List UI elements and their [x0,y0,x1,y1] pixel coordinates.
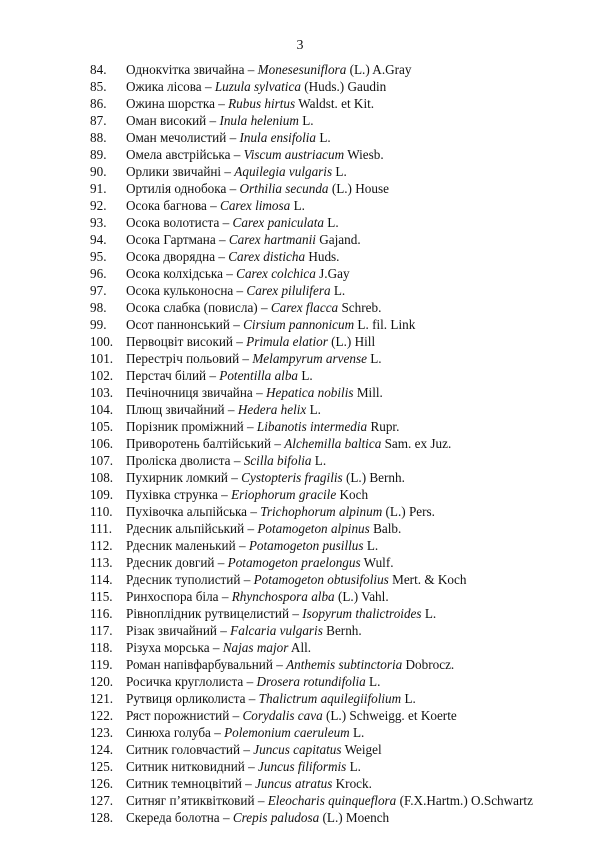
species-entry [90,333,590,350]
entry-number: 95. [90,249,107,264]
common-name: Оман високий [126,113,207,128]
species-list [90,61,590,826]
common-name: Пухівочка альпійська [126,504,248,519]
common-name: Синюха голуба [126,725,211,740]
scientific-name: Monesesuniflora [257,62,347,77]
author-citation: L. [293,198,305,213]
species-entry [90,146,590,163]
common-name: Ринхоспора біла [126,589,219,604]
species-entry [90,520,590,537]
entry-text: Первоцвіт високий – Primula elatior (L.) Hill [126,334,376,349]
entry-text: Росичка круглолиста – Drosera rotundifolia L. [126,674,381,689]
author-citation: L. [319,130,331,145]
entry-text: Синюха голуба – Polemonium caeruleum L. [126,725,365,740]
common-name: Плющ звичайний [126,402,225,417]
author-citation: Mert. & Koch [392,572,467,587]
scientific-name: Potamogeton obtusifolius [253,572,389,587]
author-citation: L. [369,674,381,689]
author-citation: Waldst. et Kit. [298,96,375,111]
common-name: Ситник головчастий [126,742,241,757]
species-entry [90,95,590,112]
species-entry [90,180,590,197]
entry-number: 104. [90,402,114,417]
common-name: Роман напівфарбувальний [126,657,273,672]
author-citation: (L.) Hill [331,334,376,349]
author-citation: (L.) Bernh. [345,470,405,485]
scientific-name: Polemonium caeruleum [224,725,350,740]
entry-text: Осока Гартмана – Carex hartmanii Gajand. [126,232,361,247]
entry-number: 119. [90,657,113,672]
species-entry [90,724,590,741]
species-entry [90,809,590,826]
scientific-name: Rhynchospora alba [231,589,335,604]
author-citation: Wiesb. [347,147,384,162]
author-citation: Bernh. [326,623,362,638]
entry-number: 86. [90,96,107,111]
common-name: Різак звичайний [126,623,217,638]
entry-text: Оман високий – Inula helenium L. [126,113,314,128]
entry-text: Пухівка струнка – Eriophorum gracile Koch [126,487,369,502]
common-name: Перстач білий [126,368,207,383]
scientific-name: Hepatica nobilis [265,385,354,400]
author-citation: Gajand. [319,232,361,247]
species-entry [90,61,590,78]
scientific-name: Juncus filiformis [258,759,347,774]
scientific-name: Scilla bifolia [243,453,312,468]
author-citation: L. [314,453,327,468]
species-entry [90,78,590,95]
scientific-name: Crepis paludosa [232,810,320,825]
entry-text: Пухирник ломкий – Cystopteris fragilis (L.) Bernh. [126,470,405,485]
entry-text: Ситник темноцвітий – Juncus atratus Krock. [126,776,372,791]
scientific-name: Inula ensifolia [239,130,317,145]
common-name: Ситник нитковидний [126,759,245,774]
author-citation: L. [335,164,347,179]
scientific-name: Corydalis cava [242,708,323,723]
entry-number: 127. [90,793,114,808]
common-name: Ожина шорстка [126,96,215,111]
entry-text: Пухівочка альпійська – Trichophorum alpinum (L.) Pers. [126,504,435,519]
species-entry [90,401,590,418]
species-entry [90,231,590,248]
entry-text: Осока дворядна – Carex disticha Huds. [126,249,340,264]
common-name: Перестріч польовий [126,351,240,366]
species-entry [90,639,590,656]
scientific-name: Potentilla alba [219,368,299,383]
species-entry [90,588,590,605]
entry-number: 84. [90,62,107,77]
common-name: Ортилія однобока [126,181,227,196]
author-citation: Dobrocz. [405,657,455,672]
entry-text: Роман напівфарбувальний – Anthemis subtinctoria Dobrocz. [126,657,455,672]
scientific-name: Trichophorum alpinum [260,504,383,519]
scientific-name: Isopyrum thalictroides [302,606,422,621]
common-name: Рдесник довгий [126,555,215,570]
entry-text: Рдесник альпійський – Potamogeton alpinus Balb. [126,521,402,536]
entry-number: 125. [90,759,114,774]
author-citation: L. [301,368,313,383]
entry-number: 117. [90,623,113,638]
scientific-name: Carex limosa [220,198,291,213]
scientific-name: Carex pilulifera [246,283,331,298]
entry-number: 87. [90,113,107,128]
scientific-name: Alchemilla baltica [284,436,382,451]
entry-text: Орлики звичайні – Aquilegia vulgaris L. [126,164,347,179]
species-entry [90,605,590,622]
species-entry [90,656,590,673]
author-citation: L. [404,691,416,706]
scientific-name: Juncus capitatus [253,742,342,757]
scientific-name: Drosera rotundifolia [256,674,366,689]
author-citation: L. [327,215,339,230]
entry-text: Рдесник маленький – Potamogeton pusillus L. [126,538,379,553]
entry-number: 108. [90,470,114,485]
species-entry [90,775,590,792]
species-entry [90,163,590,180]
entry-number: 100. [90,334,114,349]
entry-text: Осока кульконосна – Carex pilulifera L. [126,283,346,298]
author-citation: (L.) Vahl. [337,589,389,604]
entry-text: Рутвиця орликолиста – Thalictrum aquilegiifolium L. [126,691,416,706]
common-name: Проліска дволиста [126,453,231,468]
entry-number: 118. [90,640,113,655]
author-citation: Krock. [335,776,372,791]
species-entry [90,299,590,316]
common-name: Різуха морська [126,640,210,655]
species-entry [90,622,590,639]
entry-text: Осот паннонський – Cirsium pannonicum L. fil. Link [126,317,416,332]
entry-text: Осока багнова – Carex limosa L. [126,198,305,213]
species-entry [90,707,590,724]
entry-number: 101. [90,351,114,366]
entry-text: Рдесник туполистий – Potamogeton obtusifolius Mert. & Koch [126,572,467,587]
entry-number: 109. [90,487,114,502]
entry-number: 89. [90,147,107,162]
entry-number: 116. [90,606,113,621]
species-entry [90,469,590,486]
common-name: Осока слабка (повисла) [126,300,258,315]
entry-number: 111. [90,521,113,536]
author-citation: Schreb. [341,300,382,315]
entry-text: Ситняг п’ятиквітковий – Eleocharis quinqueflora (F.X.Hartm.) O.Schwartz [126,793,533,808]
species-entry [90,758,590,775]
entry-text: Ортилія однобока – Orthilia secunda (L.) House [126,181,389,196]
author-citation: Balb. [373,521,402,536]
entry-number: 120. [90,674,114,689]
species-entry [90,129,590,146]
scientific-name: Falcaria vulgaris [230,623,323,638]
entry-number: 96. [90,266,107,281]
entry-text: Осока колхідська – Carex colchica J.Gay [126,266,350,281]
entry-text: Перстач білий – Potentilla alba L. [126,368,313,383]
entry-text: Перестріч польовий – Melampyrum arvense L. [126,351,382,366]
common-name: Рдесник маленький [126,538,236,553]
author-citation: Huds. [308,249,340,264]
author-citation: L. [309,402,321,417]
common-name: Осока багнова [126,198,207,213]
author-citation: (F.X.Hartm.) O.Schwartz [399,793,533,808]
author-citation: L. [353,725,365,740]
entry-text: Осока слабка (повисла) – Carex flacca Schreb. [126,300,382,315]
species-entry [90,248,590,265]
entry-text: Ринхоспора біла – Rhynchospora alba (L.) Vahl. [126,589,389,604]
scientific-name: Inula helenium [219,113,299,128]
common-name: Оман мечолистий [126,130,227,145]
scientific-name: Anthemis subtinctoria [286,657,403,672]
entry-text: Ряст порожнистий – Corydalis cava (L.) Schweigg. et Koerte [126,708,457,723]
scientific-name: Juncus atratus [255,776,333,791]
entry-number: 115. [90,589,113,604]
common-name: Ожика лісова [126,79,202,94]
species-entry [90,690,590,707]
entry-text: Осока волотиста – Carex paniculata L. [126,215,339,230]
species-entry [90,384,590,401]
scientific-name: Potamogeton alpinus [257,521,370,536]
author-citation: L. [349,759,361,774]
author-citation: (L.) Schweigg. et Koerte [325,708,457,723]
scientific-name: Potamogeton pusillus [248,538,364,553]
common-name: Приворотень балтійський [126,436,272,451]
entry-number: 113. [90,555,113,570]
species-entry [90,350,590,367]
scientific-name: Eriophorum gracile [231,487,337,502]
species-entry [90,452,590,469]
scientific-name: Primula elatior [246,334,328,349]
common-name: Ситник темноцвітий [126,776,242,791]
common-name: Осот паннонський [126,317,230,332]
species-entry [90,741,590,758]
page-number: 3 [296,38,304,53]
common-name: Ситняг п’ятиквітковий [126,793,255,808]
entry-text: Однокvітка звичайна – Monesesuniflora (L.) A.Gray [126,62,412,77]
species-entry [90,367,590,384]
entry-text: Порізник проміжний – Libanotis intermedia Rupr. [126,419,400,434]
common-name: Рдесник туполистий [126,572,241,587]
scientific-name: Viscum austriacum [243,147,345,162]
species-entry [90,282,590,299]
entry-number: 123. [90,725,114,740]
species-entry [90,197,590,214]
entry-number: 106. [90,436,114,451]
entry-text: Плющ звичайний – Hedera helix L. [126,402,321,417]
common-name: Орлики звичайні [126,164,222,179]
entry-number: 97. [90,283,107,298]
species-entry [90,316,590,333]
entry-text: Скереда болотна – Crepis paludosa (L.) Moench [126,810,390,825]
scientific-name: Potamogeton praelongus [227,555,361,570]
entry-text: Різуха морська – Najas major All. [126,640,312,655]
author-citation: Mill. [356,385,383,400]
entry-text: Різак звичайний – Falcaria vulgaris Bernh. [126,623,362,638]
common-name: Пухирник ломкий [126,470,228,485]
author-citation: Sam. ex Juz. [384,436,452,451]
entry-number: 99. [90,317,107,332]
scientific-name: Orthilia secunda [239,181,329,196]
entry-number: 121. [90,691,114,706]
scientific-name: Carex disticha [228,249,306,264]
species-entry [90,265,590,282]
entry-number: 94. [90,232,107,247]
scientific-name: Aquilegia vulgaris [234,164,333,179]
common-name: Осока волотиста [126,215,220,230]
author-citation: L. fil. Link [357,317,416,332]
entry-number: 90. [90,164,107,179]
common-name: Росичка круглолиста [126,674,244,689]
species-entry [90,792,590,809]
species-entry [90,554,590,571]
entry-number: 91. [90,181,107,196]
common-name: Пухівка струнка [126,487,218,502]
entry-text: Ситник головчастий – Juncus capitatus Weigel [126,742,382,757]
common-name: Печіночниця звичайна [126,385,253,400]
entry-number: 85. [90,79,107,94]
scientific-name: Cystopteris fragilis [241,470,343,485]
scientific-name: Thalictrum aquilegiifolium [258,691,402,706]
author-citation: (L.) House [331,181,389,196]
entry-text: Омела австрійська – Viscum austriacum Wiesb. [126,147,384,162]
common-name: Рівноплідник рутвицелистий [126,606,290,621]
entry-number: 92. [90,198,107,213]
entry-number: 102. [90,368,114,383]
species-entry [90,673,590,690]
scientific-name: Melampyrum arvense [252,351,367,366]
author-citation: L. [366,538,379,553]
entry-number: 105. [90,419,114,434]
common-name: Рдесник альпійський [126,521,245,536]
author-citation: L. [370,351,382,366]
entry-number: 114. [90,572,113,587]
author-citation: J.Gay [319,266,350,281]
entry-number: 112. [90,538,113,553]
common-name: Ряст порожнистий [126,708,230,723]
scientific-name: Libanotis intermedia [256,419,368,434]
common-name: Скереда болотна [126,810,220,825]
entry-text: Ожика лісова – Luzula sylvatica (Huds.) Gaudin [126,79,387,94]
author-citation: (L.) Pers. [385,504,435,519]
author-citation: Rupr. [370,419,400,434]
scientific-name: Luzula sylvatica [214,79,301,94]
scientific-name: Hedera helix [237,402,307,417]
entry-number: 110. [90,504,113,519]
species-entry [90,418,590,435]
author-citation: (Huds.) Gaudin [304,79,387,94]
author-citation: (L.) A.Gray [349,62,412,77]
common-name: Омела австрійська [126,147,231,162]
entry-number: 128. [90,810,114,825]
author-citation: Koch [339,487,369,502]
entry-number: 124. [90,742,114,757]
common-name: Рутвиця орликолиста [126,691,246,706]
species-entry [90,435,590,452]
entry-text: Печіночниця звичайна – Hepatica nobilis Mill. [126,385,383,400]
species-entry [90,486,590,503]
author-citation: Wulf. [363,555,394,570]
entry-number: 98. [90,300,107,315]
scientific-name: Cirsium pannonicum [243,317,355,332]
species-entry [90,112,590,129]
entry-number: 107. [90,453,114,468]
scientific-name: Najas major [222,640,289,655]
author-citation: L. [333,283,346,298]
author-citation: L. [424,606,437,621]
scientific-name: Carex paniculata [232,215,324,230]
entry-number: 122. [90,708,114,723]
entry-text: Ожина шорстка – Rubus hirtus Waldst. et Kit. [126,96,375,111]
common-name: Порізник проміжний [126,419,244,434]
author-citation: L. [302,113,314,128]
entry-text: Проліска дволиста – Scilla bifolia L. [126,453,327,468]
entry-text: Приворотень балтійський – Alchemilla baltica Sam. ex Juz. [126,436,452,451]
common-name: Осока колхідська [126,266,223,281]
scientific-name: Carex colchica [236,266,316,281]
scientific-name: Carex hartmanii [228,232,316,247]
entry-text: Рдесник довгий – Potamogeton praelongus Wulf. [126,555,394,570]
common-name: Первоцвіт високий [126,334,233,349]
entry-number: 103. [90,385,114,400]
entry-text: Оман мечолистий – Inula ensifolia L. [126,130,331,145]
species-entry [90,537,590,554]
species-entry [90,503,590,520]
common-name: Осока Гартмана [126,232,216,247]
entry-text: Рівноплідник рутвицелистий – Isopyrum thalictroides L. [126,606,437,621]
entry-number: 126. [90,776,114,791]
author-citation: Weigel [344,742,382,757]
entry-number: 88. [90,130,107,145]
scientific-name: Carex flacca [270,300,339,315]
scientific-name: Eleocharis quinqueflora [267,793,397,808]
scientific-name: Rubus hirtus [228,96,296,111]
species-entry [90,571,590,588]
species-entry [90,214,590,231]
entry-text: Ситник нитковидний – Juncus filiformis L. [126,759,361,774]
author-citation: (L.) Moench [322,810,390,825]
entry-number: 93. [90,215,107,230]
common-name: Осока кульконосна [126,283,234,298]
common-name: Однокvітка звичайна [126,62,245,77]
common-name: Осока дворядна [126,249,216,264]
author-citation: All. [290,640,312,655]
